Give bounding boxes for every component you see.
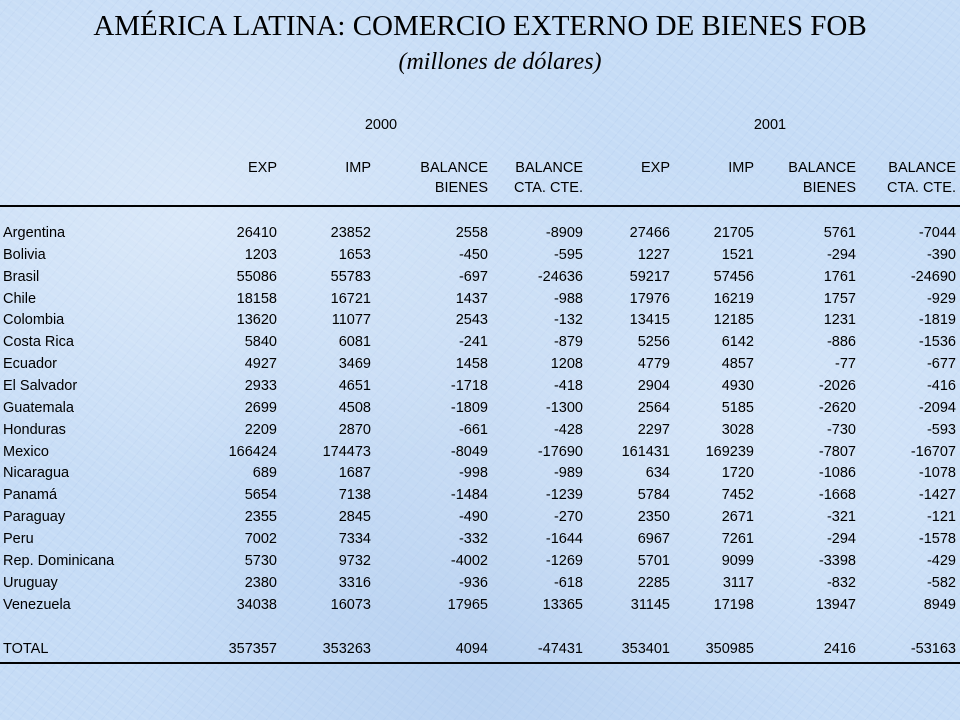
table-cell: -24636	[537, 268, 583, 285]
table-cell: 16073	[330, 596, 371, 613]
total-cell: 353401	[621, 641, 670, 657]
table-cell: 55783	[330, 268, 371, 285]
table-cell: -1269	[545, 552, 583, 569]
column-header-line: BALANCE	[515, 160, 583, 176]
table-cell: 6967	[637, 530, 670, 547]
table-row	[0, 398, 960, 420]
table-row	[0, 332, 960, 354]
table-cell: 2870	[338, 421, 371, 438]
table-cell: 11077	[331, 312, 371, 329]
table-cell: 9099	[721, 552, 754, 569]
table-cell: 5654	[244, 487, 277, 504]
table-cell: -998	[458, 465, 488, 482]
table-cell: 169239	[705, 443, 754, 460]
table-cell: -1239	[545, 487, 583, 504]
table-cell: 4651	[338, 378, 371, 394]
country-name: Brasil	[3, 268, 40, 285]
table-cell: -1427	[918, 487, 956, 504]
table-row	[0, 245, 960, 267]
country-name: Chile	[3, 290, 37, 307]
table-cell: 174473	[322, 443, 371, 460]
page-subtitle: (millones de dólares)	[398, 49, 602, 75]
table-cell: 7138	[338, 487, 371, 504]
table-cell: 4779	[637, 356, 670, 373]
country-name: Paraguay	[3, 509, 66, 526]
column-header-line: EXP	[247, 160, 277, 176]
table-cell: 12185	[713, 312, 754, 329]
table-cell: 634	[645, 465, 670, 482]
country-name: Nicaragua	[3, 465, 70, 482]
table-cell: -730	[826, 421, 856, 438]
table-cell: 7334	[338, 530, 371, 547]
table-cell: 4927	[244, 356, 277, 373]
column-header-line: CTA. CTE.	[513, 180, 583, 196]
column-header-balance-cta-cte-2001	[887, 158, 956, 198]
table-cell: -936	[458, 574, 488, 591]
table-cell: 2904	[637, 378, 670, 394]
table-cell: 55086	[236, 268, 277, 285]
column-header-exp-2001	[641, 158, 670, 178]
table-cell: -1718	[450, 378, 488, 394]
table-cell: -7807	[818, 443, 856, 460]
table-cell: -390	[926, 246, 956, 263]
table-cell: 1231	[823, 312, 856, 329]
table-cell: 8949	[923, 596, 956, 613]
table-row	[0, 442, 960, 464]
table-cell: -879	[553, 334, 583, 351]
column-header-line: BALANCE	[420, 160, 488, 176]
table-cell: -418	[553, 378, 583, 394]
column-header-line: IMP	[345, 160, 371, 176]
total-label: TOTAL	[3, 641, 49, 657]
table-cell: 3316	[338, 574, 371, 591]
table-cell: -321	[826, 509, 856, 526]
footer-divider	[0, 662, 960, 664]
table-cell: 34038	[236, 596, 277, 613]
table-cell: -132	[553, 312, 583, 329]
table-cell: -1536	[918, 334, 956, 351]
column-header-line: IMP	[728, 160, 754, 176]
table-cell: 2355	[244, 509, 277, 526]
table-cell: -7044	[918, 225, 956, 241]
table-cell: -490	[458, 509, 488, 526]
table-cell: 13365	[542, 596, 583, 613]
table-cell: -2620	[818, 399, 856, 416]
table-cell: 13415	[629, 312, 670, 329]
table-cell: 26410	[236, 225, 277, 241]
year-header-2000: 2000	[364, 117, 398, 133]
table-cell: -1078	[918, 465, 956, 482]
country-name: Mexico	[3, 443, 49, 460]
table-cell: 2285	[637, 574, 670, 591]
table-cell: 1208	[550, 356, 583, 373]
table-cell: -294	[826, 246, 856, 263]
country-name: Rep. Dominicana	[3, 552, 115, 569]
header-divider	[0, 205, 960, 207]
table-cell: 5761	[823, 225, 856, 241]
table-cell: -428	[553, 421, 583, 438]
table-row	[0, 507, 960, 529]
table-cell: 5185	[721, 399, 754, 416]
year-header-2001: 2001	[753, 117, 787, 133]
table-cell: -929	[926, 290, 956, 307]
table-cell: 7261	[721, 530, 754, 547]
table-cell: -593	[926, 421, 956, 438]
table-row	[0, 485, 960, 507]
table-cell: -1809	[450, 399, 488, 416]
table-cell: 16219	[713, 290, 754, 307]
table-row	[0, 573, 960, 595]
table-cell: -1484	[450, 487, 488, 504]
column-header-balance-bienes-2000	[420, 158, 488, 198]
table-cell: -2094	[918, 399, 956, 416]
table-cell: -1644	[545, 530, 583, 547]
total-row	[0, 639, 960, 661]
table-cell: -595	[553, 246, 583, 263]
table-cell: 17198	[713, 596, 754, 613]
table-cell: 5730	[244, 552, 277, 569]
table-cell: 4857	[721, 356, 754, 373]
total-cell: 350985	[705, 641, 754, 657]
column-header-imp-2001	[728, 158, 754, 178]
table-cell: 13947	[815, 596, 856, 613]
table-cell: -332	[458, 530, 488, 547]
table-cell: -988	[553, 290, 583, 307]
table-row	[0, 223, 960, 245]
table-row	[0, 376, 960, 398]
table-cell: -77	[835, 356, 856, 373]
table-cell: 23852	[330, 225, 371, 241]
total-cell: 357357	[228, 641, 277, 657]
table-cell: 166424	[228, 443, 277, 460]
table-cell: -17690	[537, 443, 583, 460]
country-name: Venezuela	[3, 596, 71, 613]
column-header-line: CTA. CTE.	[886, 180, 956, 196]
table-cell: 6142	[721, 334, 754, 351]
column-header-line: BALANCE	[788, 160, 856, 176]
table-cell: -677	[926, 356, 956, 373]
table-row	[0, 463, 960, 485]
country-name: Ecuador	[3, 356, 58, 373]
table-cell: 1521	[721, 246, 754, 263]
table-row	[0, 529, 960, 551]
table-cell: 689	[252, 465, 277, 482]
table-cell: 7002	[244, 530, 277, 547]
total-cell: 353263	[322, 641, 371, 657]
table-cell: 1203	[244, 246, 277, 263]
table-row	[0, 267, 960, 289]
table-row	[0, 289, 960, 311]
column-header-line: BIENES	[434, 180, 488, 196]
table-cell: 5784	[637, 487, 670, 504]
table-cell: 31145	[630, 596, 670, 613]
country-name: Honduras	[3, 421, 66, 438]
table-cell: 2558	[455, 225, 488, 241]
table-cell: 161431	[621, 443, 670, 460]
table-cell: 17965	[447, 596, 488, 613]
table-cell: 4930	[721, 378, 754, 394]
table-cell: 5840	[244, 334, 277, 351]
table-cell: -121	[926, 509, 956, 526]
table-cell: -989	[553, 465, 583, 482]
table-cell: 6081	[338, 334, 371, 351]
table-cell: -416	[926, 378, 956, 394]
table-cell: 13620	[236, 312, 277, 329]
column-header-balance-bienes-2001	[788, 158, 856, 198]
country-name: Panamá	[3, 487, 58, 504]
table-cell: -1819	[918, 312, 956, 329]
table-cell: 1761	[823, 268, 856, 285]
table-cell: -832	[826, 574, 856, 591]
table-cell: -1578	[918, 530, 956, 547]
table-cell: 2845	[338, 509, 371, 526]
table-row	[0, 420, 960, 442]
table-cell: 2933	[244, 378, 277, 394]
country-name: Guatemala	[3, 399, 74, 416]
table-cell: 1720	[721, 465, 754, 482]
table-cell: 3469	[338, 356, 371, 373]
table-cell: -450	[458, 246, 488, 263]
table-cell: -429	[926, 552, 956, 569]
table-cell: 1687	[338, 465, 371, 482]
table-cell: 2297	[637, 421, 670, 438]
total-cell: 2416	[823, 641, 856, 657]
table-cell: -294	[826, 530, 856, 547]
column-header-line: BALANCE	[888, 160, 956, 176]
table-row	[0, 551, 960, 573]
table-cell: -886	[826, 334, 856, 351]
table-cell: -241	[458, 334, 488, 351]
table-cell: -697	[458, 268, 488, 285]
table-cell: 1653	[338, 246, 371, 263]
table-cell: 2699	[244, 399, 277, 416]
table-cell: 27466	[629, 225, 670, 241]
table-cell: -1300	[545, 399, 583, 416]
table-cell: -1668	[818, 487, 856, 504]
table-cell: -582	[926, 574, 956, 591]
table-cell: 2543	[455, 312, 488, 329]
table-cell: 3117	[722, 574, 754, 591]
table-cell: 2564	[637, 399, 670, 416]
table-cell: -2026	[818, 378, 856, 394]
table-cell: 2380	[244, 574, 277, 591]
country-name: Argentina	[3, 225, 66, 241]
table-cell: 1458	[455, 356, 488, 373]
country-name: Colombia	[3, 312, 65, 329]
table-cell: 16721	[330, 290, 371, 307]
table-row	[0, 595, 960, 617]
total-cell: -47431	[537, 641, 583, 657]
table-cell: -8909	[545, 225, 583, 241]
table-cell: 2350	[637, 509, 670, 526]
table-cell: 17976	[629, 290, 670, 307]
country-name: Bolivia	[3, 246, 46, 263]
table-cell: 3028	[721, 421, 754, 438]
column-header-balance-cta-cte-2000	[514, 158, 583, 198]
country-name: Uruguay	[3, 574, 58, 591]
table-cell: 1757	[823, 290, 856, 307]
column-header-imp-2000	[345, 158, 371, 178]
table-cell: 1227	[637, 246, 670, 263]
table-cell: 59217	[629, 268, 670, 285]
table-cell: 7452	[721, 487, 754, 504]
country-name: Peru	[3, 530, 34, 547]
table-cell: -3398	[818, 552, 856, 569]
table-cell: -24690	[910, 268, 956, 285]
page-title: AMÉRICA LATINA: COMERCIO EXTERNO DE BIENES FOB	[93, 10, 867, 42]
table-cell: -661	[458, 421, 488, 438]
table-cell: 18158	[236, 290, 277, 307]
table-cell: -8049	[450, 443, 488, 460]
country-name: El Salvador	[3, 378, 78, 394]
table-cell: -618	[553, 574, 583, 591]
table-cell: -1086	[818, 465, 856, 482]
table-row	[0, 354, 960, 376]
column-header-exp-2000	[248, 158, 277, 178]
table-cell: -16707	[910, 443, 956, 460]
table-cell: 2671	[721, 509, 754, 526]
table-cell: 4508	[338, 399, 371, 416]
table-cell: 2209	[244, 421, 277, 438]
table-cell: 57456	[713, 268, 754, 285]
column-header-line: EXP	[640, 160, 670, 176]
country-name: Costa Rica	[3, 334, 74, 351]
total-cell: 4094	[455, 641, 488, 657]
total-cell: -53163	[910, 641, 956, 657]
table-cell: -270	[553, 509, 583, 526]
table-cell: -4002	[450, 552, 488, 569]
table-row	[0, 310, 960, 332]
table-cell: 1437	[455, 290, 488, 307]
table-cell: 9732	[338, 552, 371, 569]
column-header-line: BIENES	[802, 180, 856, 196]
table-cell: 21705	[713, 225, 754, 241]
table-cell: 5701	[637, 552, 670, 569]
table-cell: 5256	[637, 334, 670, 351]
